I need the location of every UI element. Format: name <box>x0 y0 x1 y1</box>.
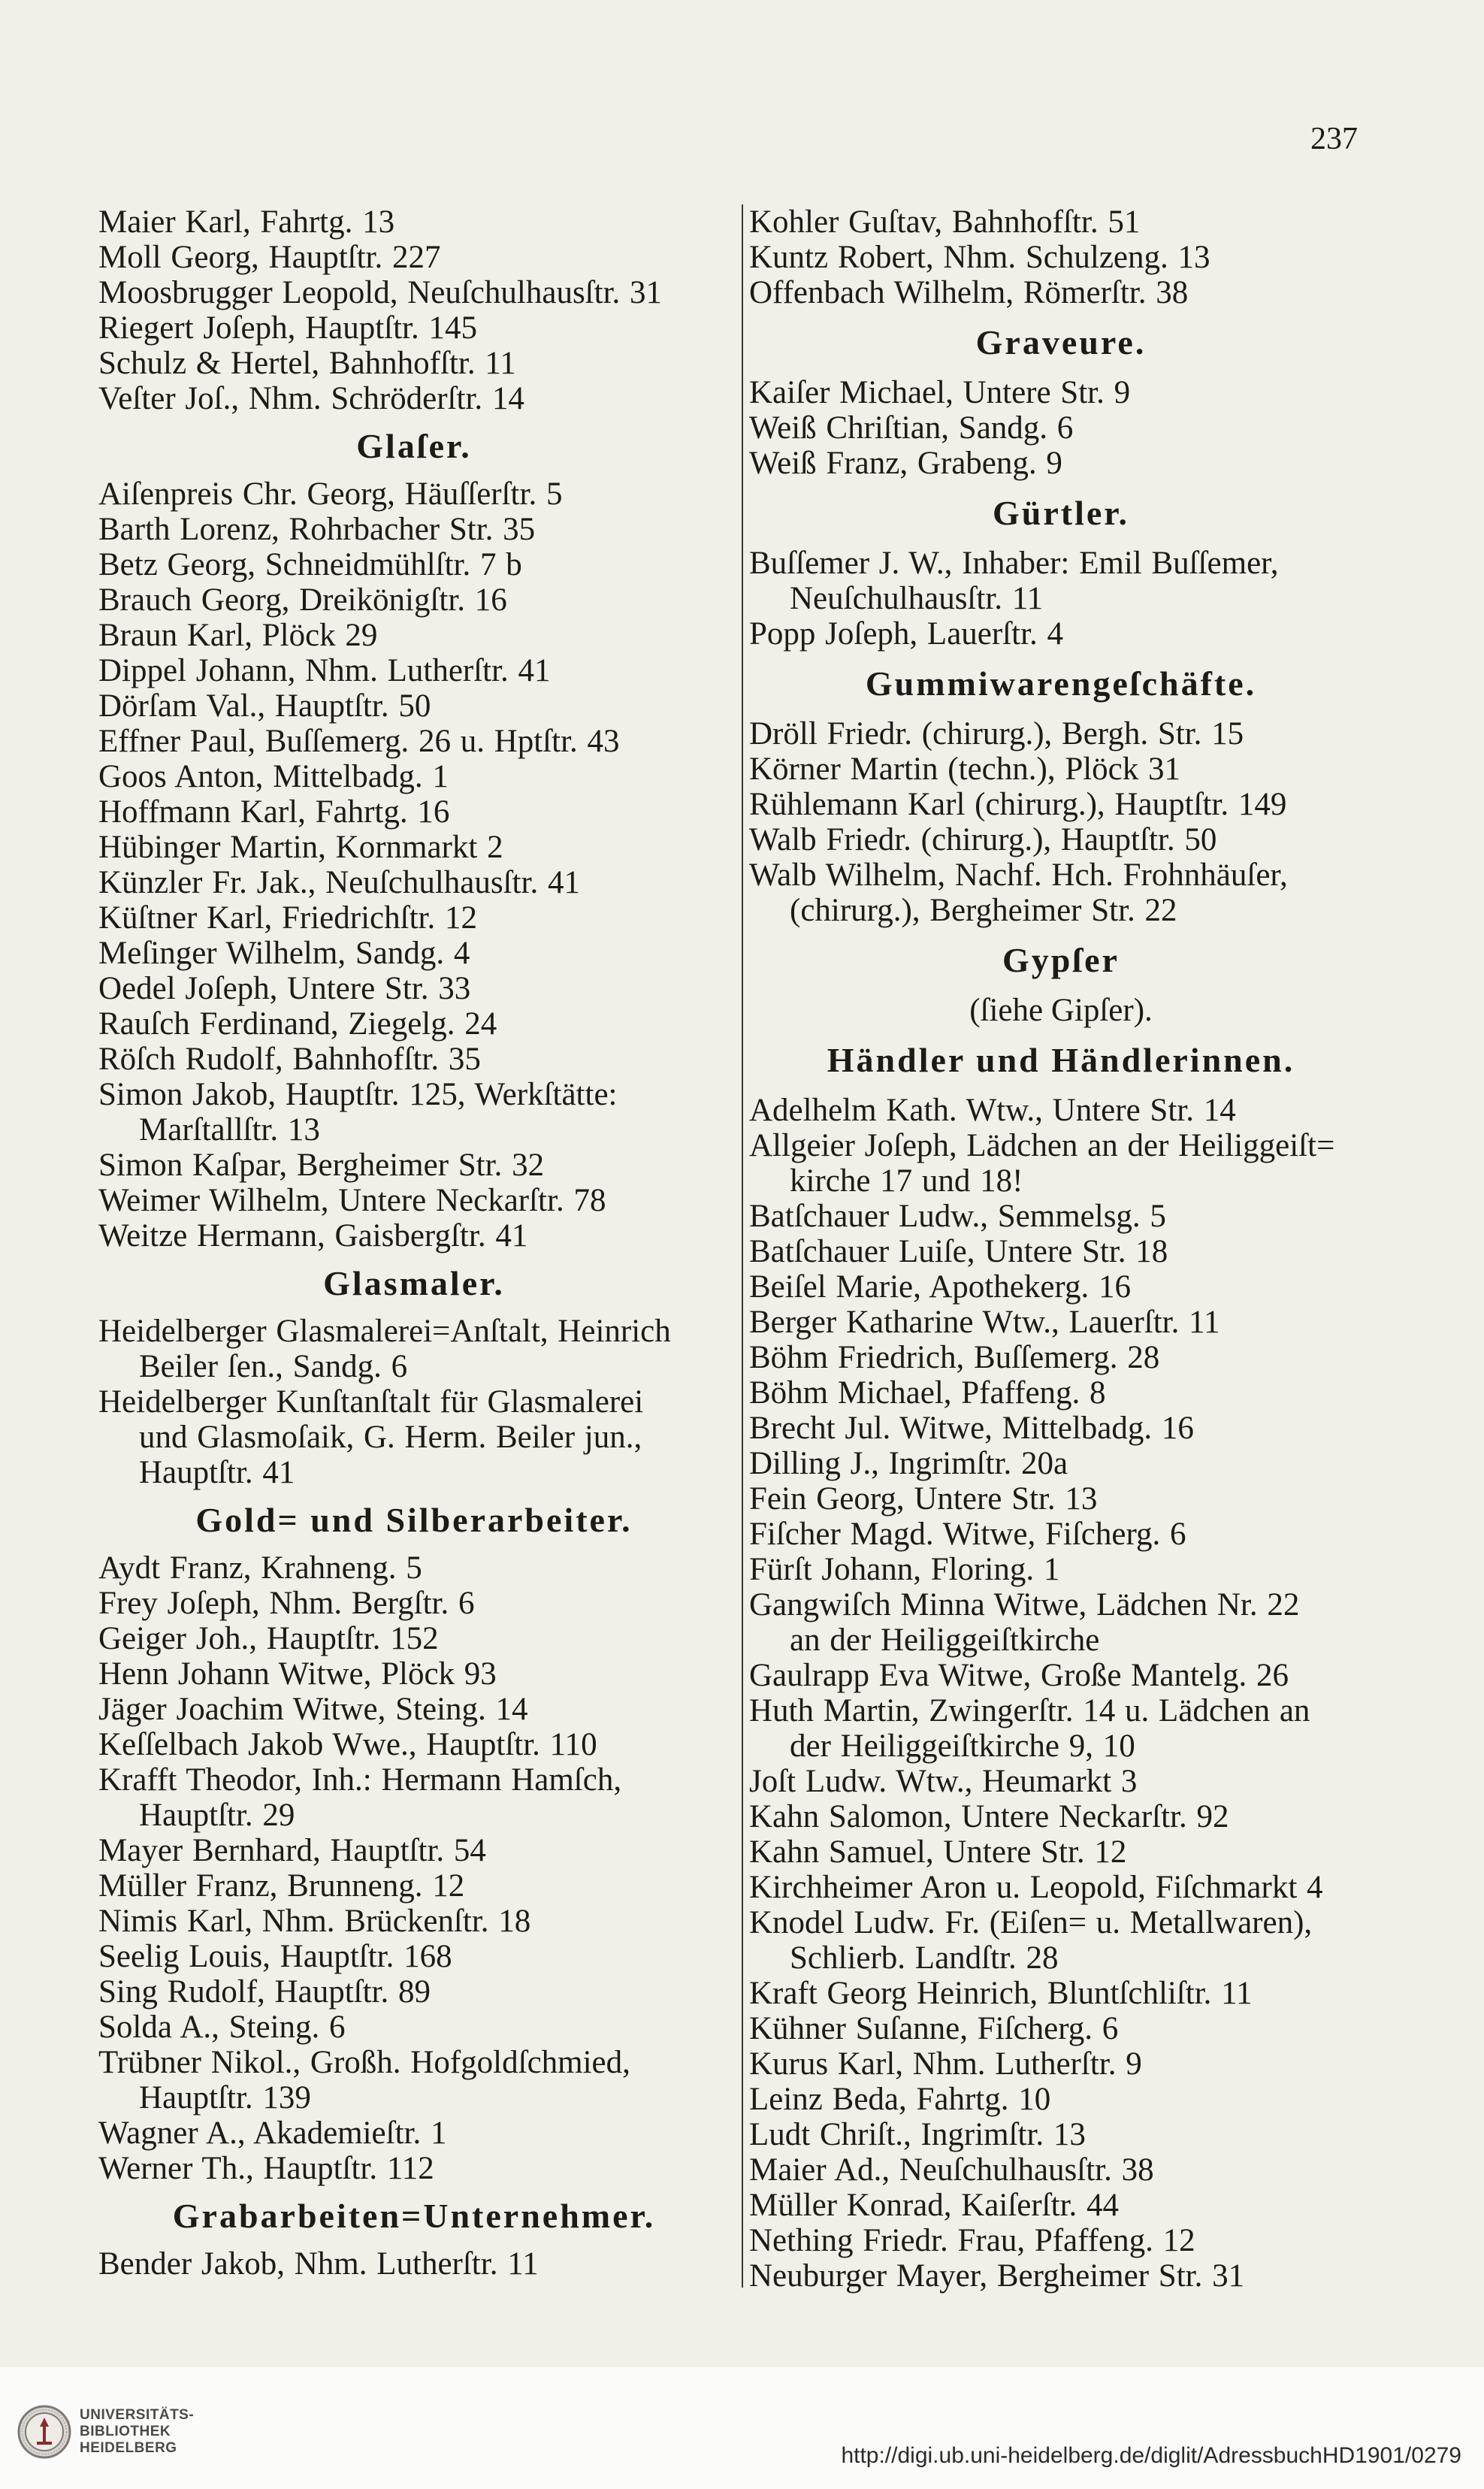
directory-entry <box>749 446 1373 481</box>
directory-entry-line: Moll Georg, Hauptſtr. 227 <box>98 240 441 275</box>
directory-entry-continuation: Hauptſtr. 41 <box>139 1455 295 1490</box>
page-number: 237 <box>1310 122 1358 156</box>
directory-entry <box>98 1904 730 1939</box>
directory-entry <box>749 1517 1373 1552</box>
directory-entry <box>749 2258 1373 2294</box>
directory-entry-continuation: Beiler ſen., Sandg. 6 <box>139 1349 408 1384</box>
directory-entry <box>98 204 730 240</box>
footer <box>0 2367 1484 2489</box>
right-column <box>749 204 1373 2294</box>
directory-entry <box>749 375 1373 410</box>
directory-entry <box>98 1621 730 1656</box>
directory-entry <box>749 2117 1373 2152</box>
directory-entry <box>98 476 730 512</box>
directory-entry <box>749 2188 1373 2223</box>
section-heading: Graveure. <box>975 323 1147 361</box>
directory-entry <box>98 1586 730 1621</box>
directory-entry-line: Nimis Karl, Nhm. Brückenſtr. 18 <box>98 1904 531 1939</box>
directory-entry-line: Barth Lorenz, Rohrbacher Str. 35 <box>98 512 536 547</box>
directory-entry <box>98 2246 730 2282</box>
directory-entry <box>98 275 730 310</box>
directory-entry-line: Körner Martin (techn.), Plöck 31 <box>749 752 1181 787</box>
directory-entry-line: Beiſel Marie, Apothekerg. 16 <box>749 1269 1131 1305</box>
directory-entry-line: Müller Franz, Brunneng. 12 <box>98 1868 465 1904</box>
directory-entry-continuation: Schlierb. Landſtr. 28 <box>790 1940 1059 1976</box>
section-heading: Gold= und Silberarbeiter. <box>195 1501 633 1539</box>
directory-entry <box>749 616 1373 652</box>
directory-entry <box>749 1234 1373 1269</box>
directory-entry-continuation: der Heiliggeiſtkirche 9, 10 <box>790 1728 1135 1764</box>
directory-entry-line: Maier Karl, Fahrtg. 13 <box>98 204 395 240</box>
directory-entry <box>98 1006 730 1042</box>
directory-entry-line: Weiß Franz, Grabeng. 9 <box>749 446 1062 481</box>
directory-entry-line: Küſtner Karl, Friedrichſtr. 12 <box>98 900 477 936</box>
directory-entry-line: Batſchauer Luiſe, Untere Str. 18 <box>749 1234 1168 1269</box>
directory-entry <box>749 1799 1373 1834</box>
directory-entry-line: Kuntz Robert, Nhm. Schulzeng. 13 <box>749 240 1210 275</box>
directory-entry-line: Heidelberger Glasmalerei=Anſtalt, Heinrich <box>98 1314 671 1349</box>
directory-entry <box>98 1384 730 1490</box>
directory-entry <box>98 512 730 547</box>
directory-entry-line: Walb Friedr. (chirurg.), Hauptſtr. 50 <box>749 822 1217 857</box>
directory-entry <box>98 900 730 936</box>
directory-entry <box>98 547 730 582</box>
directory-entry-line: Kaiſer Michael, Untere Str. 9 <box>749 375 1131 410</box>
directory-entry <box>749 1411 1373 1446</box>
directory-entry <box>98 1148 730 1183</box>
directory-entry-line: Aydt Franz, Krahneng. 5 <box>98 1550 422 1586</box>
directory-entry <box>749 1446 1373 1481</box>
directory-entry <box>749 1976 1373 2011</box>
directory-entry <box>749 752 1373 787</box>
directory-entry-line: Oedel Joſeph, Untere Str. 33 <box>98 971 471 1006</box>
directory-entry-line: Betz Georg, Schneidmühlſtr. 7 b <box>98 547 522 582</box>
directory-entry-line: Röſch Rudolf, Bahnhofſtr. 35 <box>98 1042 481 1077</box>
directory-entry <box>98 971 730 1006</box>
directory-entry-line: Böhm Michael, Pfaffeng. 8 <box>749 1375 1106 1411</box>
directory-entry-line: Fürſt Johann, Floring. 1 <box>749 1552 1060 1587</box>
directory-entry-line: Rauſch Ferdinand, Ziegelg. 24 <box>98 1006 497 1042</box>
directory-entry <box>98 1939 730 1974</box>
directory-entry <box>749 2011 1373 2046</box>
directory-entry <box>749 1481 1373 1517</box>
directory-entry-line: Heidelberger Kunſtanſtalt für Glasmalerei <box>98 1384 644 1420</box>
directory-entry-line: Geiger Joh., Hauptſtr. 152 <box>98 1621 439 1656</box>
directory-entry-line: Gangwiſch Minna Witwe, Lädchen Nr. 22 <box>749 1587 1300 1623</box>
directory-entry <box>749 2046 1373 2082</box>
directory-entry-line: Dippel Johann, Nhm. Lutherſtr. 41 <box>98 653 551 688</box>
directory-entry <box>749 410 1373 446</box>
directory-entry-line: Mayer Bernhard, Hauptſtr. 54 <box>98 1833 486 1868</box>
directory-entry-line: Weimer Wilhelm, Untere Neckarſtr. 78 <box>98 1183 606 1218</box>
directory-entry <box>98 346 730 381</box>
directory-entry <box>749 275 1373 310</box>
directory-entry-line: Fein Georg, Untere Str. 13 <box>749 1481 1098 1517</box>
directory-entry <box>749 1269 1373 1305</box>
directory-entry-line: Moosbrugger Leopold, Neuſchulhausſtr. 31 <box>98 275 663 310</box>
directory-entry-line: Braun Karl, Plöck 29 <box>98 618 378 653</box>
directory-entry-continuation: Hauptſtr. 139 <box>139 2080 311 2115</box>
logo-line-2: BIBLIOTHEK <box>80 2424 171 2439</box>
left-column <box>98 204 730 2282</box>
section-heading: Glaſer. <box>356 427 472 465</box>
directory-entry-line: Walb Wilhelm, Nachf. Hch. Frohnhäuſer, <box>749 857 1288 893</box>
directory-entry-line: Wagner A., Akademieſtr. 1 <box>98 2115 447 2151</box>
directory-entry <box>749 546 1373 616</box>
directory-entry-line: Kahn Salomon, Untere Neckarſtr. 92 <box>749 1799 1229 1834</box>
directory-entry <box>749 1693 1373 1764</box>
directory-entry <box>749 1305 1373 1340</box>
directory-entry <box>98 2010 730 2045</box>
directory-entry <box>98 1868 730 1904</box>
directory-entry <box>98 1218 730 1254</box>
directory-entry <box>749 2152 1373 2188</box>
directory-entry <box>98 724 730 759</box>
directory-entry <box>98 1692 730 1727</box>
cross-reference-note: (ſiehe Gipſer). <box>969 993 1153 1028</box>
directory-entry-line: Weiß Chriſtian, Sandg. 6 <box>749 410 1074 446</box>
directory-entry <box>98 310 730 346</box>
logo-line-3: HEIDELBERG <box>80 2440 177 2456</box>
directory-entry-line: Leinz Beda, Fahrtg. 10 <box>749 2082 1051 2117</box>
directory-entry <box>749 1764 1373 1799</box>
directory-entry <box>98 2151 730 2186</box>
directory-entry <box>749 1375 1373 1411</box>
directory-entry <box>98 653 730 688</box>
directory-entry <box>98 759 730 794</box>
directory-entry-line: Berger Katharine Wtw., Lauerſtr. 11 <box>749 1305 1220 1340</box>
directory-entry-continuation: Neuſchulhausſtr. 11 <box>790 581 1044 616</box>
directory-entry-line: Kühner Suſanne, Fiſcherg. 6 <box>749 2011 1119 2046</box>
directory-entry-continuation: und Glasmoſaik, G. Herm. Beiler jun., <box>139 1420 642 1455</box>
directory-entry-line: Neuburger Mayer, Bergheimer Str. 31 <box>749 2258 1245 2294</box>
directory-entry-line: Goos Anton, Mittelbadg. 1 <box>98 759 449 794</box>
directory-entry-line: Brecht Jul. Witwe, Mittelbadg. 16 <box>749 1411 1194 1446</box>
directory-entry-line: Künzler Fr. Jak., Neuſchulhausſtr. 41 <box>98 865 580 900</box>
directory-entry-line: Riegert Joſeph, Hauptſtr. 145 <box>98 310 478 346</box>
directory-entry-line: Aiſenpreis Chr. Georg, Häuſſerſtr. 5 <box>98 476 563 512</box>
directory-entry-continuation: Marſtallſtr. 13 <box>139 1112 320 1148</box>
library-logo-text <box>80 2407 194 2457</box>
directory-entry-line: Kohler Guſtav, Bahnhofſtr. 51 <box>749 204 1141 240</box>
directory-entry <box>749 787 1373 822</box>
directory-entry-line: Offenbach Wilhelm, Römerſtr. 38 <box>749 275 1189 310</box>
directory-entry <box>98 865 730 900</box>
directory-entry-line: Hoffmann Karl, Fahrtg. 16 <box>98 794 450 830</box>
directory-entry-line: Rühlemann Karl (chirurg.), Hauptſtr. 149 <box>749 787 1287 822</box>
directory-entry-continuation: kirche 17 und 18! <box>790 1163 1023 1199</box>
directory-entry <box>749 822 1373 857</box>
directory-entry-line: Fiſcher Magd. Witwe, Fiſcherg. 6 <box>749 1517 1186 1552</box>
directory-entry-line: Bender Jakob, Nhm. Lutherſtr. 11 <box>98 2246 539 2282</box>
directory-entry-continuation: (chirurg.), Bergheimer Str. 22 <box>790 893 1177 928</box>
directory-entry-line: Gaulrapp Eva Witwe, Große Mantelg. 26 <box>749 1658 1289 1693</box>
directory-entry-line: Simon Kaſpar, Bergheimer Str. 32 <box>98 1148 545 1183</box>
directory-entry <box>98 240 730 275</box>
directory-entry <box>98 1974 730 2010</box>
directory-entry-line: Meſinger Wilhelm, Sandg. 4 <box>98 936 470 971</box>
directory-entry <box>98 1727 730 1762</box>
directory-entry-line: Trübner Nikol., Großh. Hofgoldſchmied, <box>98 2045 630 2080</box>
directory-entry-line: Schulz & Hertel, Bahnhofſtr. 11 <box>98 346 516 381</box>
directory-entry-line: Brauch Georg, Dreikönigſtr. 16 <box>98 582 507 618</box>
directory-entry <box>749 2223 1373 2258</box>
directory-entry-line: Nething Friedr. Frau, Pfaffeng. 12 <box>749 2223 1195 2258</box>
directory-entry-line: Dröll Friedr. (chirurg.), Bergh. Str. 15 <box>749 716 1244 752</box>
directory-entry-line: Huth Martin, Zwingerſtr. 14 u. Lädchen an <box>749 1693 1310 1728</box>
directory-entry-line: Adelhelm Kath. Wtw., Untere Str. 14 <box>749 1093 1236 1128</box>
directory-entry <box>749 1587 1373 1658</box>
digitization-url: http://digi.ub.uni-heidelberg.de/diglit/AdressbuchHD1901/0279 <box>841 2443 1461 2468</box>
directory-entry <box>98 830 730 865</box>
directory-entry <box>749 1128 1373 1199</box>
logo-line-1: UNIVERSITÄTS- <box>80 2407 195 2423</box>
directory-entry-line: Knodel Ludw. Fr. (Eiſen= u. Metallwaren), <box>749 1905 1313 1940</box>
directory-entry-line: Veſter Joſ., Nhm. Schröderſtr. 14 <box>98 381 524 416</box>
section-heading: Gürtler. <box>993 494 1129 532</box>
directory-entry <box>98 936 730 971</box>
section-heading: Glasmaler. <box>323 1264 505 1302</box>
directory-entry-line: Dörſam Val., Hauptſtr. 50 <box>98 688 431 724</box>
directory-entry-line: Werner Th., Hauptſtr. 112 <box>98 2151 434 2186</box>
directory-entry <box>98 1833 730 1868</box>
directory-entry-line: Maier Ad., Neuſchulhausſtr. 38 <box>749 2152 1154 2188</box>
directory-entry-line: Effner Paul, Buſſemerg. 26 u. Hptſtr. 43 <box>98 724 620 759</box>
section-heading: Händler und Händlerinnen. <box>827 1041 1295 1079</box>
directory-entry-line: Weitze Hermann, Gaisbergſtr. 41 <box>98 1218 528 1254</box>
directory-entry-line: Henn Johann Witwe, Plöck 93 <box>98 1656 497 1692</box>
directory-entry-line: Ludt Chriſt., Ingrimſtr. 13 <box>749 2117 1086 2152</box>
directory-entry-line: Kahn Samuel, Untere Str. 12 <box>749 1834 1127 1870</box>
directory-entry <box>749 204 1373 240</box>
directory-entry-line: Joſt Ludw. Wtw., Heumarkt 3 <box>749 1764 1138 1799</box>
directory-entry-line: Buſſemer J. W., Inhaber: Emil Buſſemer, <box>749 546 1279 581</box>
directory-entry <box>98 1314 730 1384</box>
directory-entry <box>749 1199 1373 1234</box>
directory-entry-line: Kraft Georg Heinrich, Bluntſchliſtr. 11 <box>749 1976 1253 2011</box>
directory-entry <box>98 582 730 618</box>
directory-entry <box>749 240 1373 275</box>
directory-entry-line: Popp Joſeph, Lauerſtr. 4 <box>749 616 1064 652</box>
directory-entry-line: Batſchauer Ludw., Semmelsg. 5 <box>749 1199 1166 1234</box>
directory-entry <box>749 1093 1373 1128</box>
directory-entry <box>98 1656 730 1692</box>
column-divider <box>742 204 743 2288</box>
directory-entry <box>749 1552 1373 1587</box>
directory-entry-line: Krafft Theodor, Inh.: Hermann Hamſch, <box>98 1762 622 1798</box>
directory-entry-line: Dilling J., Ingrimſtr. 20a <box>749 1446 1068 1481</box>
directory-entry-line: Keſſelbach Jakob Wwe., Hauptſtr. 110 <box>98 1727 597 1762</box>
directory-entry <box>98 2115 730 2151</box>
directory-entry <box>98 2045 730 2115</box>
directory-entry-line: Seelig Louis, Hauptſtr. 168 <box>98 1939 452 1974</box>
directory-entry-line: Allgeier Joſeph, Lädchen an der Heiliggeiſt= <box>749 1128 1335 1163</box>
directory-entry-line: Solda A., Steing. 6 <box>98 2010 346 2045</box>
directory-entry <box>98 794 730 830</box>
directory-entry <box>98 1762 730 1833</box>
directory-entry <box>98 1550 730 1586</box>
seal-icon <box>17 2404 72 2460</box>
directory-entry-continuation: Hauptſtr. 29 <box>139 1798 295 1833</box>
directory-entry-line: Böhm Friedrich, Buſſemerg. 28 <box>749 1340 1160 1375</box>
directory-entry <box>749 1658 1373 1693</box>
directory-entry-line: Sing Rudolf, Hauptſtr. 89 <box>98 1974 431 2010</box>
library-logo <box>17 2402 194 2462</box>
directory-entry <box>98 381 730 416</box>
directory-entry <box>749 2082 1373 2117</box>
directory-entry-line: Hübinger Martin, Kornmarkt 2 <box>98 830 503 865</box>
directory-entry-line: Kirchheimer Aron u. Leopold, Fiſchmarkt 4 <box>749 1870 1323 1905</box>
directory-entry-line: Frey Joſeph, Nhm. Bergſtr. 6 <box>98 1586 475 1621</box>
directory-entry-line: Müller Konrad, Kaiſerſtr. 44 <box>749 2188 1120 2223</box>
section-heading: Gypſer <box>1002 941 1120 979</box>
directory-entry <box>98 1042 730 1077</box>
directory-entry-line: Simon Jakob, Hauptſtr. 125, Werkſtätte: <box>98 1077 618 1112</box>
directory-entry <box>98 1183 730 1218</box>
directory-entry <box>98 1077 730 1148</box>
directory-entry <box>98 688 730 724</box>
directory-entry <box>749 857 1373 928</box>
directory-entry-line: Jäger Joachim Witwe, Steing. 14 <box>98 1692 528 1727</box>
section-heading: Grabarbeiten=Unternehmer. <box>172 2197 656 2235</box>
directory-entry-continuation: an der Heiliggeiſtkirche <box>790 1623 1100 1658</box>
directory-entry <box>749 716 1373 752</box>
directory-entry <box>98 618 730 653</box>
section-heading: Gummiwarengeſchäfte. <box>865 664 1257 703</box>
directory-entry <box>749 1834 1373 1870</box>
directory-entry-line: Kurus Karl, Nhm. Lutherſtr. 9 <box>749 2046 1142 2082</box>
directory-entry <box>749 1340 1373 1375</box>
directory-entry <box>749 1905 1373 1976</box>
directory-entry <box>749 1870 1373 1905</box>
